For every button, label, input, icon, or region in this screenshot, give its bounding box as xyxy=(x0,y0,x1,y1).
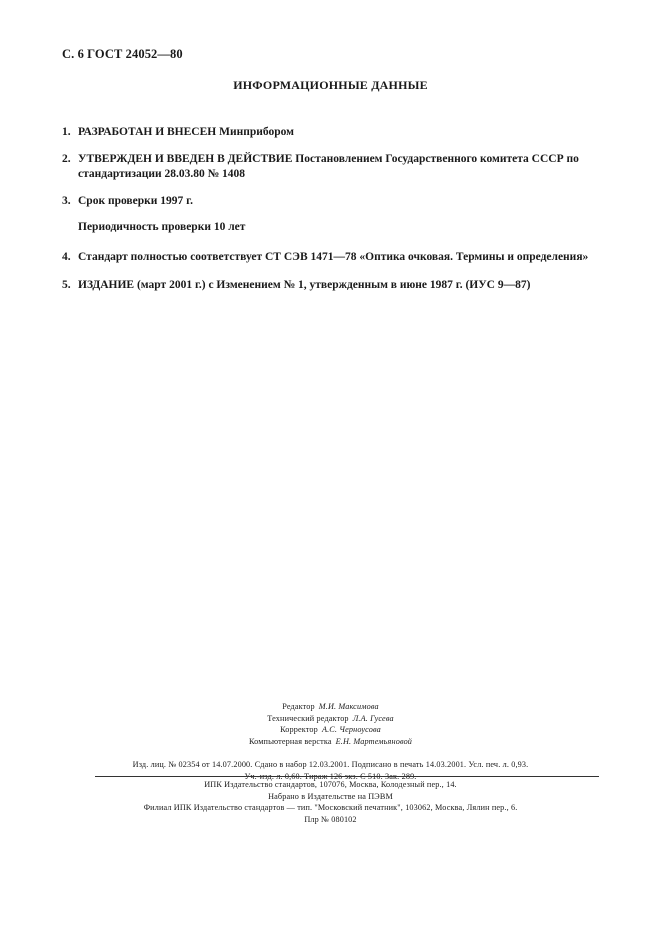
item-number: 5. xyxy=(62,279,71,291)
item-text: ИЗДАНИЕ (март 2001 г.) с Изменением № 1, утвержденным в июне 1987 г. (ИУС 9—87) xyxy=(78,279,531,291)
item-number: 3. xyxy=(62,195,71,207)
credit-name: Л.А. Гусева xyxy=(352,713,394,723)
credit-name: М.И. Максимова xyxy=(318,702,379,711)
publisher-line-2: Набрано в Издательстве на ПЭВМ xyxy=(268,791,393,801)
info-item-3-subline: Периодичность проверки 10 лет xyxy=(78,221,246,233)
credit-role: Корректор xyxy=(280,725,318,734)
imprint-block xyxy=(0,701,661,782)
info-item-3 xyxy=(62,194,622,209)
publisher-line-3: Филиал ИПК Издательство стандартов — тип. "Московский печатник", 103062, Москва, Лялин пер., 6. xyxy=(143,803,518,812)
credit-name: А.С. Черноусова xyxy=(321,725,381,734)
info-item-4 xyxy=(62,250,622,265)
publisher-line-4: Плр № 080102 xyxy=(304,814,357,824)
divider-line xyxy=(95,776,599,777)
publisher-block xyxy=(0,779,661,825)
document-title: ИНФОРМАЦИОННЫЕ ДАННЫЕ xyxy=(233,78,428,92)
info-item-5 xyxy=(62,278,622,293)
credits-list xyxy=(0,701,661,747)
credit-proofreader xyxy=(0,724,661,736)
item-text: РАЗРАБОТАН И ВНЕСЕН Минприбором xyxy=(78,126,294,138)
info-item-1 xyxy=(62,125,622,140)
item-number: 1. xyxy=(62,126,71,138)
credit-technical-editor xyxy=(0,713,661,725)
credit-role: Технический редактор xyxy=(267,713,349,723)
item-number: 2. xyxy=(62,153,71,165)
credit-editor xyxy=(0,701,661,713)
credit-role: Компьютерная верстка xyxy=(248,736,332,746)
credit-layout xyxy=(0,736,661,748)
page-header: С. 6 ГОСТ 24052—80 xyxy=(62,47,183,61)
item-text: Стандарт полностью соответствует СТ СЭВ 1471—78 «Оптика очковая. Термины и определения» xyxy=(78,251,589,263)
publisher-line-1: ИПК Издательство стандартов, 107076, Москва, Колодезный пер., 14. xyxy=(204,780,457,789)
publication-details-line-1: Изд. лиц. № 02354 от 14.07.2000. Сдано в набор 12.03.2001. Подписано в печать 14.03.2001. Усл. печ. л. 0,93. xyxy=(132,760,529,769)
credit-role: Редактор xyxy=(282,702,315,711)
item-text: УТВЕРЖДЕН И ВВЕДЕН В ДЕЙСТВИЕ Постановлением Государственного комитета СССР по стандартизации 28.03.80 № 1408 xyxy=(78,153,579,180)
publication-details-line-2: Уч.-изд. л. 0,60. Тираж 126 экз. С 510. Зак. 289. xyxy=(244,771,417,781)
item-number: 4. xyxy=(62,251,71,263)
credit-name: Е.Н. Мартемьяновой xyxy=(335,736,413,746)
info-item-2 xyxy=(62,152,622,182)
item-text: Срок проверки 1997 г. xyxy=(78,195,193,207)
